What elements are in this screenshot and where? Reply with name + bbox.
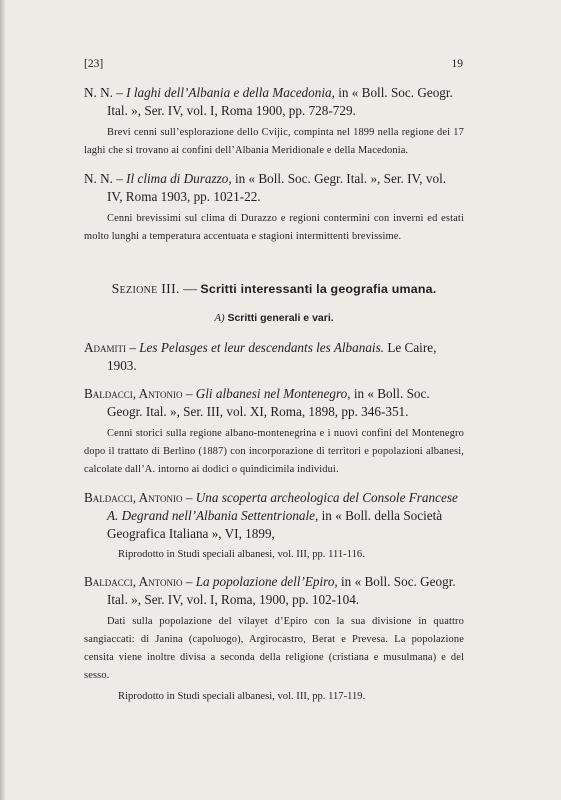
- entry-reference: in « Boll. Soc. Geogr. Ital. », Ser. III, vol. XI, Roma, 1898, pp. 346-351.: [107, 386, 430, 419]
- entry-abstract: Dati sulla popolazione del vilayet d’Epiro con la sua divisione in quattro sangiaccati: di Janina (capoluogo), Argirocastro, Berat e Prevesa. La popolazione censita viene inoltre divisa a seconda della religione (cristiana e musulmana) e del sesso.: [84, 616, 464, 681]
- entry-citation: N. N. – Il clima di Durazzo, in « Boll. Soc. Gegr. Ital. », Ser. IV, vol. IV, Roma 1903, pp. 1021-22.: [84, 171, 447, 204]
- entry-reference: in « Boll. Soc. Gegr. Ital. », Ser. IV, vol. IV, Roma 1903, pp. 1021-22.: [107, 171, 447, 204]
- entry-abstract: Brevi cenni sull’esplorazione dello Cvijic, compinta nel 1899 nella regione dei 17 laghi che si trovano ai confini dell’Albania Meridionale e della Macedonia.: [84, 127, 464, 156]
- section-heading: Sezione III. — Scritti interessanti la geografia umana.: [111, 281, 437, 296]
- entry-abstract: Cenni storici sulla regione albano-montenegrina e i nuovi confini del Montenegro dopo il trattato di Berlino (1887) con incorporazione di territori e popolazioni albanesi, calcolate dall’A. intorno ai dodici o quindicimila individui.: [84, 428, 464, 475]
- entry-citation: Adamiti – Les Pelasges et leur descendants les Albanais. Le Caire, 1903.: [84, 340, 437, 373]
- bibliography-entry: [84, 489, 464, 563]
- subsection-letter: A): [214, 312, 225, 324]
- subsection-title: Scritti generali e vari.: [227, 312, 334, 324]
- bibliography-entry: [84, 84, 464, 160]
- entry-citation: N. N. – I laghi dell’Albania e della Macedonia, in « Boll. Soc. Geogr. Ital. », Ser. IV, vol. I, Roma 1900, pp. 728-729.: [84, 85, 453, 118]
- entry-title: La popolazione dell’Epiro,: [195, 574, 338, 589]
- page-body: [84, 84, 464, 705]
- entry-reference: in « Boll. Soc. Geogr. Ital. », Ser. IV, vol. I, Roma 1900, pp. 728-729.: [107, 85, 453, 118]
- bibliography-entry: [84, 170, 464, 246]
- bibliography-entry: [84, 573, 464, 705]
- entry-title: Una scoperta archeologica del Console Francese A. Degrand nell’Albania Settentrionale,: [107, 490, 458, 523]
- entry-title: Gli albanesi nel Montenegro,: [195, 386, 351, 401]
- entry-author: Baldacci, Antonio: [84, 574, 183, 589]
- entry-reference: in « Boll. della Società Geografica Italiana », VI, 1899,: [107, 508, 443, 541]
- section-title: Scritti interessanti la geografia umana.: [200, 282, 437, 296]
- entry-citation: Baldacci, Antonio – Una scoperta archeologica del Console Francese A. Degrand nell’Albania Settentrionale, in « Boll. della Società Geografica Italiana », VI, 1899,: [84, 490, 458, 541]
- entry-author: Baldacci, Antonio: [84, 490, 183, 505]
- entry-citation: Baldacci, Antonio – La popolazione dell’Epiro, in « Boll. Soc. Geogr. Ital. », Ser. IV, vol. I, Roma, 1900, pp. 102-104.: [84, 574, 456, 607]
- entry-title: Les Pelasges et leur descendants les Albanais.: [139, 340, 385, 355]
- entry-reproduction-note: Riprodotto in Studi speciali albanesi, vol. III, pp. 117-119.: [118, 691, 366, 702]
- entry-author: N. N.: [84, 171, 113, 186]
- entry-reference: Le Caire, 1903.: [107, 340, 437, 373]
- entry-abstract: Cenni brevissimi sul clima di Durazzo e regioni contermini con inverni ed estati molto lunghi a temperatura accentuata e stagioni intermittenti brevissime.: [84, 213, 464, 242]
- section-label: Sezione III.: [111, 281, 180, 296]
- page-header: [84, 57, 463, 71]
- page-edge-shadow: [0, 0, 5, 800]
- entry-title: Il clima di Durazzo,: [126, 171, 232, 186]
- page-section-number: [23]: [84, 58, 104, 70]
- entry-reproduction-note: Riprodotto in Studi speciali albanesi, vol. III, pp. 111-116.: [118, 549, 365, 560]
- entry-author: N. N.: [84, 85, 113, 100]
- entry-reference: in « Boll. Soc. Geogr. Ital. », Ser. IV, vol. I, Roma, 1900, pp. 102-104.: [107, 574, 456, 607]
- entry-author: Adamiti: [84, 340, 127, 355]
- subsection-heading: [84, 311, 464, 325]
- entry-citation: Baldacci, Antonio – Gli albanesi nel Montenegro, in « Boll. Soc. Geogr. Ital. », Ser. III, vol. XI, Roma, 1898, pp. 346-351.: [84, 386, 430, 419]
- entry-title: I laghi dell’Albania e della Macedonia,: [126, 85, 335, 100]
- bibliography-entry: [84, 339, 464, 375]
- page-number: 19: [451, 58, 463, 70]
- bibliography-entry: [84, 385, 464, 479]
- entry-author: Baldacci, Antonio: [84, 386, 183, 401]
